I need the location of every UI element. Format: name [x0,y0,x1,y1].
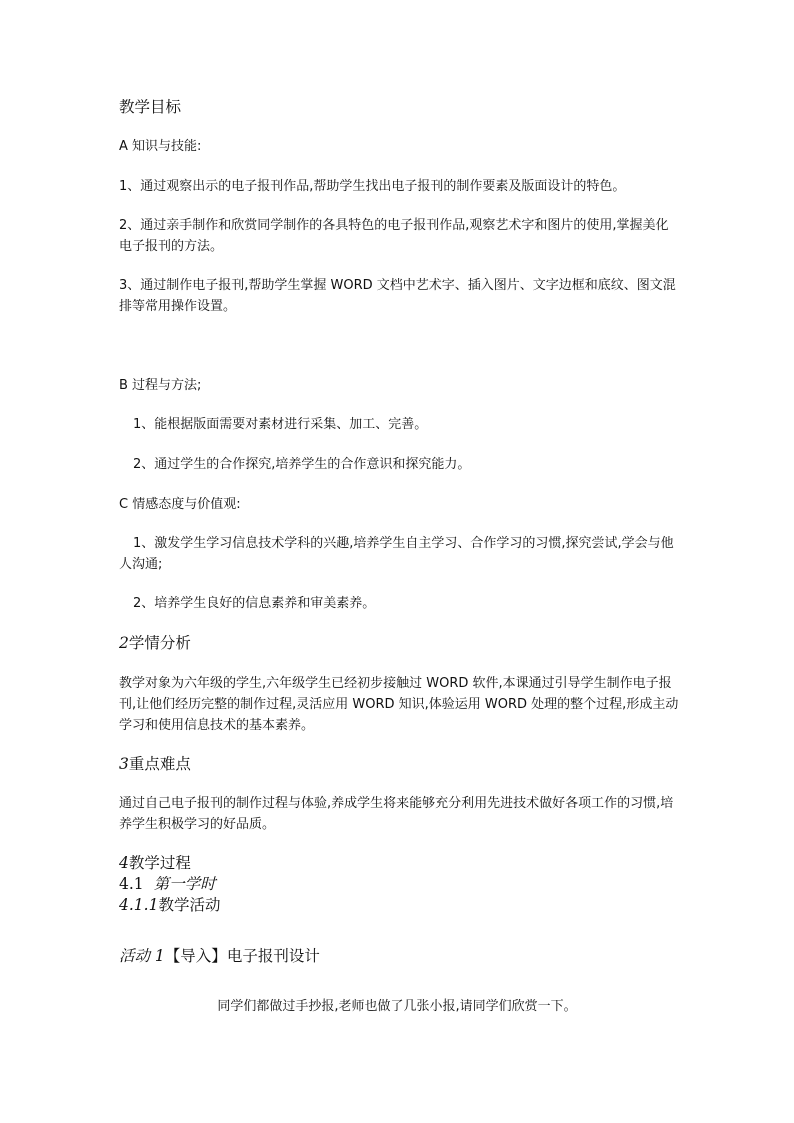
section-c-item-1: 1、激发学生学习信息技术学科的兴趣,培养学生自主学习、合作学习的习惯,探究尝试,学会与他人沟通; [119,536,674,572]
section-c-item-2: 2、培养学生良好的信息素养和审美素养。 [133,596,376,611]
section-a-item-3: 3、通过制作电子报刊,帮助学生掌握 WORD 文档中艺术字、插入图片、文字边框和底纹、图文混排等常用操作设置。 [119,278,676,314]
activity-body: 同学们都做过手抄报,老师也做了几张小报,请同学们欣赏一下。 [217,999,577,1014]
section-4-1-title: 第一学时 [153,875,216,893]
section-a-heading: A 知识与技能: [119,139,202,154]
activity-bracket-title: 【导入】 [164,947,227,965]
section-4-number: 4 [119,854,129,872]
section-4-1-number: 4.1 [119,875,144,893]
section-b-item-2: 2、通过学生的合作探究,培养学生的合作意识和探究能力。 [133,457,471,472]
section-b-heading: B 过程与方法; [119,378,202,393]
section-4-1-1-title: 教学活动 [158,896,221,914]
section-3-heading [119,753,679,775]
section-b-item-1: 1、能根据版面需要对素材进行采集、加工、完善。 [133,417,428,432]
section-a-item-2: 2、通过亲手制作和欣赏同学制作的各具特色的电子报刊作品,观察艺术字和图片的使用,掌握美化电子报刊的方法。 [119,218,669,254]
activity-label: 活动 1 [119,947,165,965]
section-3-title: 重点难点 [128,755,191,773]
section-4-1-1-heading [119,894,679,916]
section-4-title: 教学过程 [128,854,191,872]
section-3-number: 3 [119,755,129,773]
section-3-body: 通过自己电子报刊的制作过程与体验,养成学生将来能够充分利用先进技术做好各项工作的习惯,培养学生积极学习的好品质。 [119,796,674,832]
section-2-number: 2 [119,634,129,652]
document-title: 教学目标 [119,98,182,116]
activity-title: 电子报刊设计 [226,947,320,965]
section-4-heading [119,852,679,874]
section-4-1-heading [119,873,679,895]
section-c-heading: C 情感态度与价值观: [119,497,241,512]
section-2-title: 学情分析 [128,634,191,652]
activity-heading [119,945,679,967]
section-a-item-1: 1、通过观察出示的电子报刊作品,帮助学生找出电子报刊的制作要素及版面设计的特色。 [119,179,626,194]
section-2-heading [119,632,679,654]
section-4-1-1-number: 4.1.1 [119,896,159,914]
section-2-body: 教学对象为六年级的学生,六年级学生已经初步接触过 WORD 软件,本课通过引导学生制作电子报刊,让他们经历完整的制作过程,灵活应用 WORD 知识,体验运用 WORD 处理的整个过程,形成主动学习和使用信息技术的基本素养。 [119,676,679,733]
